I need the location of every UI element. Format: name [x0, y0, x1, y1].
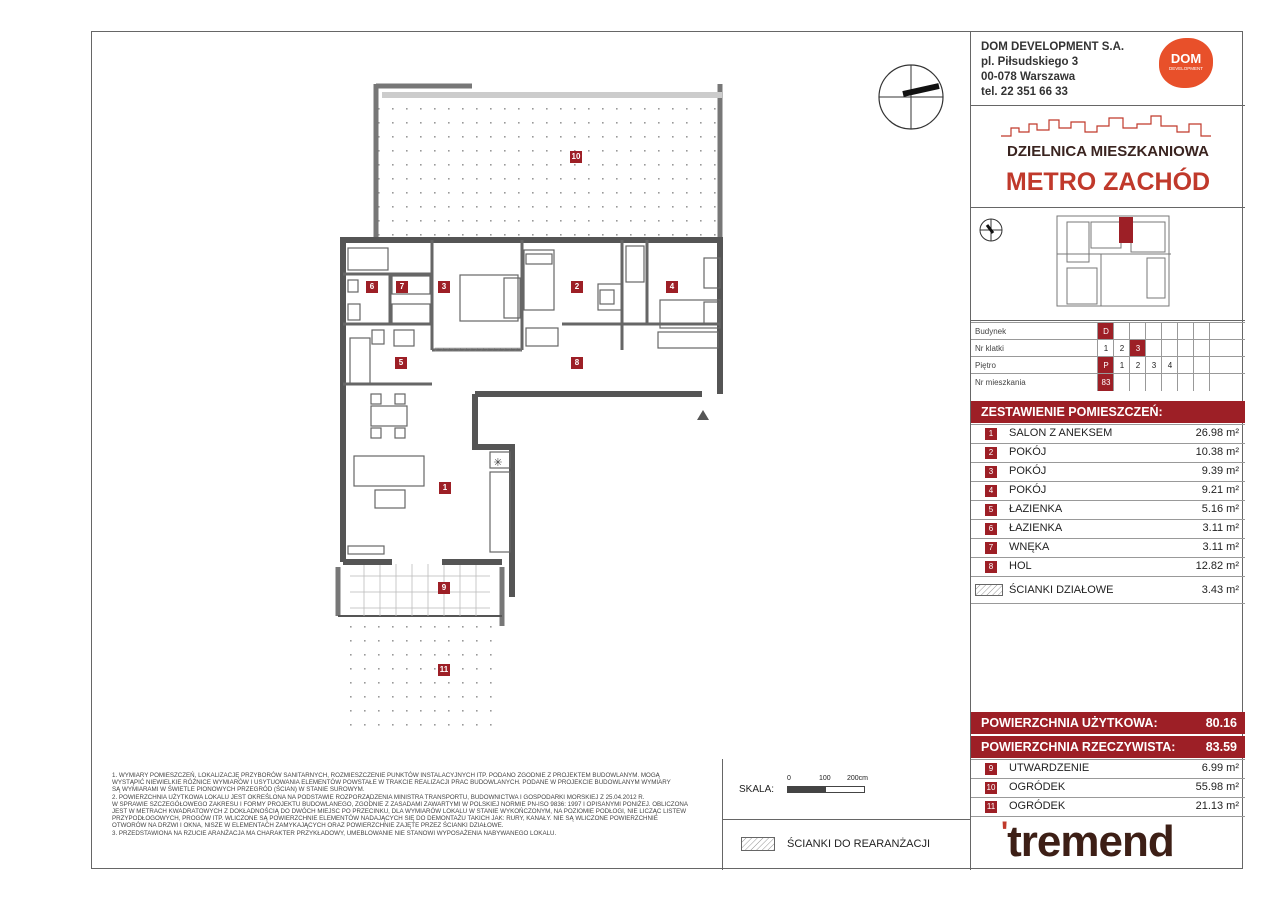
- building-row: [971, 322, 1245, 340]
- room-marker-7: 7: [396, 281, 408, 293]
- room-number: 2: [985, 447, 997, 459]
- room-name: POKÓJ: [1009, 465, 1047, 477]
- apartment-cell: 83: [1097, 374, 1114, 391]
- room-area: 5.16 m²: [1201, 503, 1239, 515]
- room-area: 10.38 m²: [1195, 446, 1239, 458]
- room-name: SALON Z ANEKSEM: [1009, 427, 1113, 439]
- room-row: [971, 443, 1245, 462]
- developer-address1: pl. Piłsudskiego 3: [981, 56, 1079, 68]
- room-area: 9.39 m²: [1201, 465, 1239, 477]
- walls-area: 3.43 m²: [1201, 584, 1239, 596]
- actual-area-value: 83.59: [1205, 740, 1237, 754]
- floor-cell: 3: [1145, 357, 1162, 374]
- floor-plan: [92, 32, 970, 759]
- room-marker-11: 11: [439, 665, 449, 674]
- building-label: Budynek: [975, 327, 1007, 336]
- room-name: POKÓJ: [1009, 484, 1047, 496]
- stair-cell-selected: 3: [1129, 340, 1146, 357]
- room-marker-4: 4: [666, 281, 678, 293]
- dom-logo-text: DOM: [1170, 51, 1202, 66]
- room-row: [971, 481, 1245, 500]
- floor-row: [971, 356, 1245, 374]
- dom-logo: [1159, 38, 1213, 88]
- stair-cell: 2: [1113, 340, 1130, 357]
- room-number: 4: [985, 485, 997, 497]
- room-number: 7: [985, 542, 997, 554]
- floor-plan-sheet: [91, 31, 1243, 869]
- room-area: 3.11 m²: [1202, 522, 1239, 534]
- floor-plan-drawing: [92, 32, 970, 759]
- usable-area-label: POWIERZCHNIA UŻYTKOWA:: [981, 716, 1158, 730]
- note-line: W SPRAWIE SZCZEGÓŁOWEGO ZAKRESU I FORMY PROJEKTU BUDOWLANEGO, ZGODNIE Z ZASADAMI ZAWARTYMI W POLSKIEJ NORMIE PN-ISO 9836: 1997 I OPISANYMI PONIŻEJ. OBLICZONA: [112, 800, 688, 808]
- outdoor-number: 9: [985, 763, 997, 775]
- room-row: [971, 424, 1245, 443]
- rearrangement-legend: [722, 819, 971, 870]
- scale-bar: [787, 786, 865, 793]
- floor-cell: 1: [1113, 357, 1130, 374]
- note-line: 2. POWIERZCHNIA UŻYTKOWA LOKALU JEST OKREŚLONA NA PODSTAWIE ROZPORZĄDZENIA MINISTRA TRANSPORTU, BUDOWNICTWA I GOSPODARKI MORSKIEJ Z 25.04.2012 R.: [112, 793, 645, 801]
- scale-tick-0: 0: [787, 775, 791, 782]
- floor-cell-selected: P: [1097, 357, 1114, 374]
- note-line: JEST W METRACH KWADRATOWYCH Z DOKŁADNOŚCIĄ DO DWÓCH MIEJSC PO PRZECINKU, DLA WYMIARÓW LOKALU W STANIE WYKOŃCZONYM, NA POZIOMIE PODŁOGI, NIE LICZĄC LISTEW: [112, 808, 687, 816]
- notes: [112, 772, 722, 837]
- floor-label: Piętro: [975, 361, 996, 370]
- outdoor-name: OGRÓDEK: [1009, 800, 1066, 812]
- room-name: HOL: [1009, 560, 1032, 572]
- note-line: SĄ WYMIARAMI W ŚWIETLE PIONOWYCH PRZEGRÓD (ŚCIAN) W STANIE SUROWYM.: [112, 786, 365, 794]
- note-line: 3. PRZEDSTAWIONA NA RZUCIE ARANŻACJA MA CHARAKTER PRZYKŁADOWY, UMEBLOWANIE NIE STANOWI WYPOSAŻENIA NABYWANEGO LOKALU.: [112, 829, 557, 837]
- room-number: 1: [985, 428, 997, 440]
- room-marker-9: 9: [438, 582, 450, 594]
- svg-text:✳: ✳: [493, 456, 503, 469]
- usable-area-value: 80.16: [1205, 716, 1237, 730]
- room-area: 26.98 m²: [1195, 427, 1239, 439]
- developer-info: [981, 40, 1124, 100]
- outdoor-name: UTWARDZENIE: [1009, 762, 1090, 774]
- paving-9: [350, 564, 490, 616]
- room-row: [971, 519, 1245, 538]
- terrace-10: [376, 84, 726, 237]
- room-area: 9.21 m²: [1201, 484, 1239, 496]
- usable-area-banner: [971, 712, 1245, 734]
- room-row: [971, 462, 1245, 481]
- room-number: 3: [985, 466, 997, 478]
- outdoor-row: [971, 778, 1245, 797]
- room-name: POKÓJ: [1009, 446, 1047, 458]
- scale-box: [722, 759, 971, 820]
- stair-row: [971, 339, 1245, 357]
- scale-tick-200: 200cm: [847, 775, 869, 782]
- info-panel: [970, 32, 1245, 870]
- developer-name: DOM DEVELOPMENT S.A.: [981, 41, 1125, 53]
- outdoor-number: 10: [986, 783, 996, 792]
- actual-area-label: POWIERZCHNIA RZECZYWISTA:: [981, 740, 1176, 754]
- outdoor-area: 21.13 m²: [1195, 800, 1239, 812]
- entrance-marker-icon: [697, 410, 709, 420]
- floor-cell: 2: [1129, 357, 1146, 374]
- room-row: [971, 500, 1245, 519]
- room-marker-10: 10: [571, 152, 581, 161]
- note-line: 1. WYMIARY POMIESZCZEŃ, LOKALIZACJĘ PRZYBORÓW SANITARNYCH, ROZMIESZCZENIE PUNKTÓW INSTALACYJNYCH ITP. PODANO ZGODNIE Z PROJEKTEM BUDOWLANYM. MOGĄ: [112, 772, 660, 779]
- room-marker-6: 6: [366, 281, 378, 293]
- room-number: 5: [985, 504, 997, 516]
- skyline-icon: [1001, 114, 1211, 138]
- project-line2: METRO ZACHÓD: [1005, 168, 1211, 196]
- outdoor-row: [971, 759, 1245, 778]
- room-area: 12.82 m²: [1195, 560, 1239, 572]
- north-arrow-icon: [879, 65, 943, 129]
- tremend-logo: 'tremend: [1001, 816, 1174, 866]
- actual-area-banner: [971, 736, 1245, 758]
- room-name: ŁAZIENKA: [1009, 503, 1063, 515]
- room-marker-1: 1: [439, 482, 451, 494]
- note-line: PRZYPODŁOGOWYCH, PROGÓW ITP. WLICZONE SĄ POWIERZCHNIE ELEMENTÓW NADAJĄCYCH SIĘ DO DEMONTAŻU TAKICH JAK: RURY, KANAŁY. NIE SĄ WLICZONE POWIERZCHNIE: [112, 815, 658, 823]
- room-name: WNĘKA: [1009, 541, 1050, 553]
- outdoor-name: OGRÓDEK: [1009, 781, 1066, 793]
- walls-row: [971, 576, 1245, 604]
- dom-logo-subtext: DEVELOPMENT: [1168, 66, 1203, 71]
- outdoor-number: 11: [986, 802, 996, 811]
- building-cell: D: [1097, 323, 1114, 340]
- developer-address2: 00-078 Warszawa: [981, 71, 1076, 83]
- room-number: 6: [985, 523, 997, 535]
- walls-name: ŚCIANKI DZIAŁOWE: [1009, 584, 1114, 596]
- room-area: 3.11 m²: [1202, 541, 1239, 553]
- project-line1: DZIELNICA MIESZKANIOWA: [1007, 143, 1209, 160]
- site-north-arrow-icon: [980, 219, 1002, 241]
- room-number: 8: [985, 561, 997, 573]
- scale-tick-100: 100: [819, 775, 831, 782]
- room-row: [971, 557, 1245, 576]
- room-row: [971, 538, 1245, 557]
- note-line: OTWORÓW NA DRZWI I OKNA, NISZE W ELEMENTACH ZAMYKAJĄCYCH ORAZ POWIERZCHNIE ZAJĘTE PRZEZ ŚCIANKI DZIAŁOWE.: [112, 822, 504, 830]
- stair-label: Nr klatki: [975, 344, 1004, 353]
- apartment-row: [971, 373, 1245, 391]
- hatch-swatch-icon: [975, 584, 1003, 596]
- stair-cell: 1: [1097, 340, 1114, 357]
- note-line: WYSTĄPIĆ NIEWIELKIE RÓŻNICE WYMIARÓW I USYTUOWANIA ELEMENTÓW POWSTAŁE W TRAKCIE REALIZACJI PRAC BUDOWLANYCH. PODANE W PROJEKCIE BUDOWLANYM WYMIARY: [112, 779, 671, 787]
- room-marker-2: 2: [571, 281, 583, 293]
- outdoor-area: 55.98 m²: [1195, 781, 1239, 793]
- hatch-swatch-icon: [741, 837, 775, 851]
- room-marker-8: 8: [571, 357, 583, 369]
- scale-label: SKALA:: [739, 784, 775, 795]
- rearrangement-label: ŚCIANKI DO REARANŻACJI: [787, 838, 931, 850]
- site-plan-map: [971, 208, 1245, 318]
- tremend-logo-text: tremend: [1007, 817, 1174, 866]
- outdoor-area: 6.99 m²: [1201, 762, 1239, 774]
- room-marker-3: 3: [438, 281, 450, 293]
- developer-phone: tel. 22 351 66 33: [981, 86, 1068, 98]
- rooms-header: ZESTAWIENIE POMIESZCZEŃ:: [971, 401, 1245, 423]
- room-marker-5: 5: [395, 357, 407, 369]
- apartment-label: Nr mieszkania: [975, 378, 1026, 387]
- room-name: ŁAZIENKA: [1009, 522, 1063, 534]
- floor-cell: 4: [1161, 357, 1178, 374]
- outdoor-row: [971, 797, 1245, 817]
